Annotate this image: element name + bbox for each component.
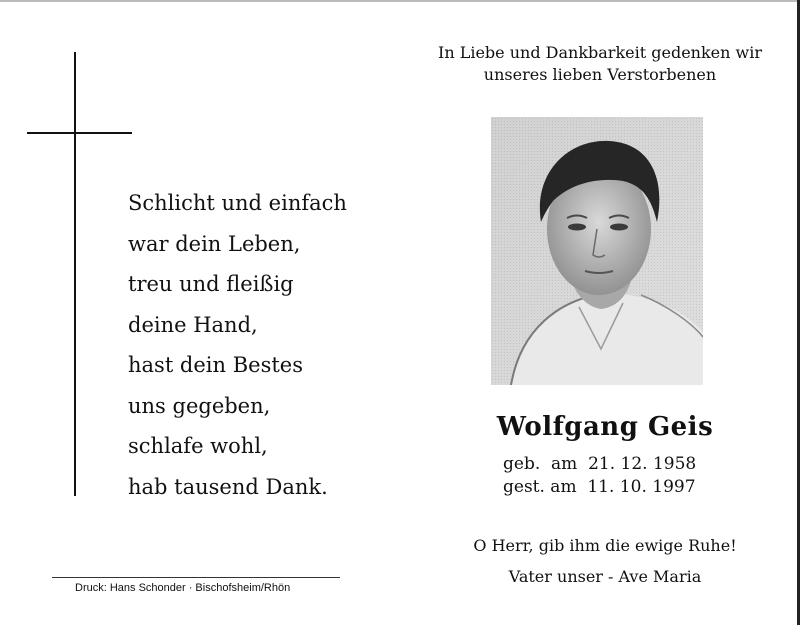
cross-horizontal-bar <box>27 132 132 134</box>
poem-line: treu und fleißig <box>128 272 294 296</box>
prayer-line: Vater unser - Ave Maria <box>508 567 702 586</box>
intro-line: In Liebe und Dankbarkeit gedenken wir <box>438 43 762 62</box>
poem-line: uns gegeben, <box>128 393 271 418</box>
intro-line: unseres lieben Verstorbenen <box>483 65 717 84</box>
poem-line: war dein Leben, <box>128 231 301 256</box>
poem-line: hab tausend Dank. <box>128 474 328 499</box>
card-top-edge <box>0 0 800 2</box>
poem-line: hast dein Bestes <box>128 353 304 377</box>
deceased-name: Wolfgang Geis <box>496 412 714 442</box>
poem <box>128 183 347 507</box>
birth-date: geb. am 21. 12. 1958 <box>503 454 697 474</box>
printer-credit: Druck: Hans Schonder · Bischofsheim/Rhön <box>75 582 291 594</box>
cross-vertical-bar <box>74 52 76 496</box>
portrait-photo <box>491 117 703 385</box>
prayer-text <box>440 530 770 592</box>
intro-text <box>420 42 780 86</box>
poem-line: Schlicht und einfach <box>128 191 347 215</box>
life-dates <box>503 453 696 499</box>
death-date: gest. am 11. 10. 1997 <box>503 477 696 497</box>
printer-divider <box>52 577 340 578</box>
poem-line: deine Hand, <box>128 312 258 337</box>
portrait-image <box>491 117 703 385</box>
prayer-line: O Herr, gib ihm die ewige Ruhe! <box>473 536 737 555</box>
poem-line: schlafe wohl, <box>128 434 268 458</box>
